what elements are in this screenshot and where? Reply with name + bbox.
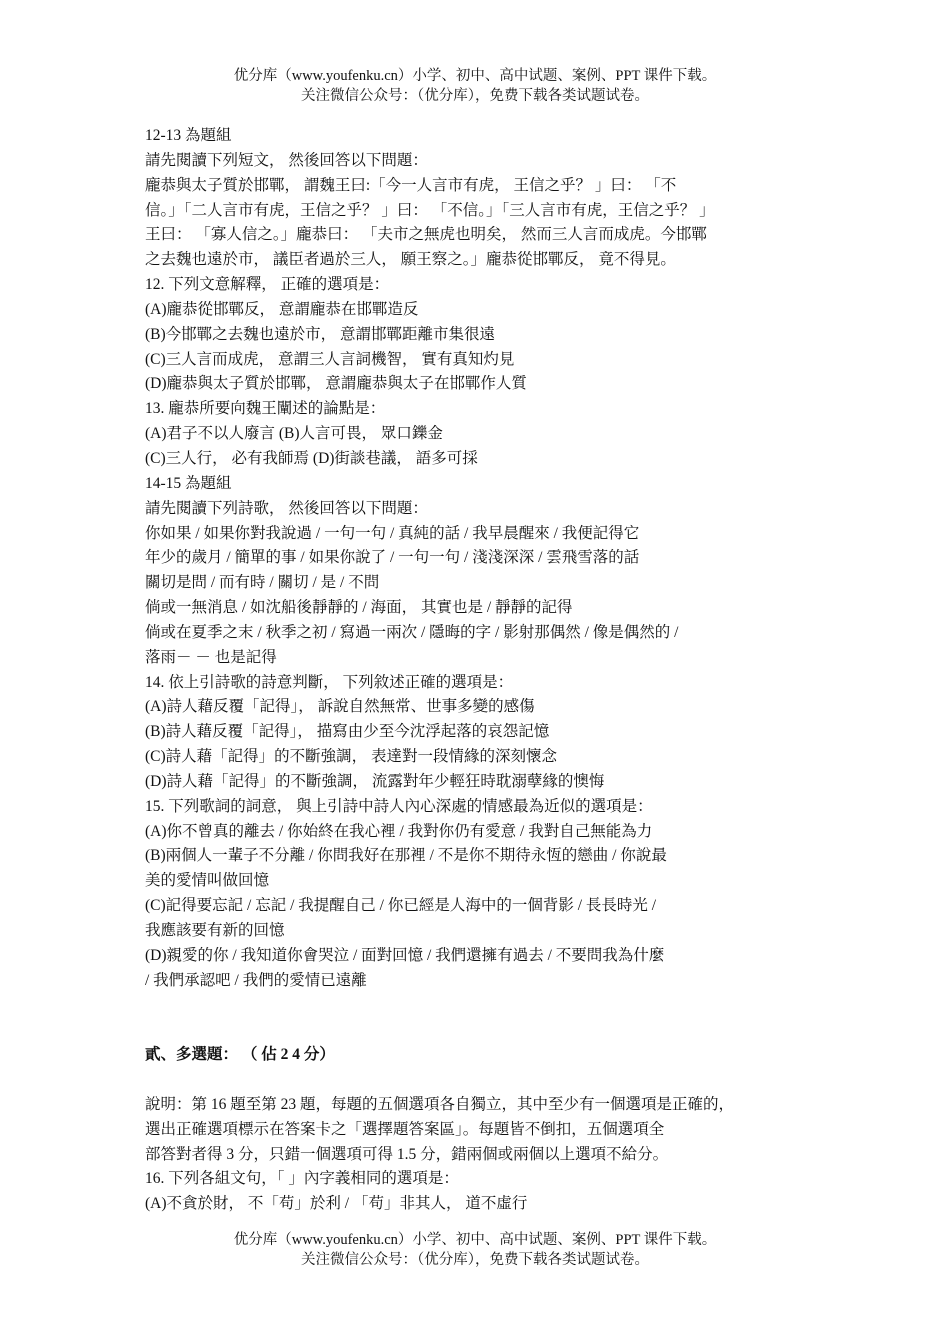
text-line: 信。」「二人言市有虎，王信之乎？ 」曰： 「不信。」「三人言市有虎，王信之乎？ 」 — [145, 201, 715, 219]
text-line: (B)詩人藉反覆「記得」， 描寫由少至今沈浮起落的哀怨記憶 — [145, 723, 550, 741]
blank-gap — [145, 1068, 805, 1093]
text-line: 你如果 / 如果你對我說過 / 一句一句 / 真純的話 / 我早晨醒來 / 我便記得它 — [145, 524, 640, 542]
text-line: 落雨－ － 也是記得 — [145, 648, 277, 666]
text-line: 部答對者得 3 分，只錯一個選項可得 1.5 分，錯兩個或兩個以上選項不給分。 — [145, 1145, 669, 1163]
text-line: 龐恭與太子質於邯鄲， 謂魏王曰:「今一人言市有虎， 王信之乎？ 」曰： 「不 — [145, 176, 677, 194]
text-line: 倘或一無消息 / 如沈船後靜靜的 / 海面， 其實也是 / 靜靜的記得 — [145, 599, 573, 617]
text-line: (A)不貪於財， 不「苟」於利 / 「苟」非其人， 道不虛行 — [145, 1195, 528, 1213]
text-line: 14. 依上引詩歌的詩意判斷， 下列敘述正確的選項是： — [145, 673, 514, 691]
text-line: 12-13 為題組 — [145, 127, 232, 144]
text-line: (D)龐恭與太子質於邯鄲， 意謂龐恭與太子在邯鄲作人質 — [145, 375, 527, 393]
text-line: (D)親愛的你 / 我知道你會哭泣 / 面對回憶 / 我們還擁有過去 / 不要問我為什麼 — [145, 946, 665, 964]
text-line: 請先閱讀下列短文， 然後回答以下問題： — [145, 151, 428, 169]
text-line: 說明：第 16 題至第 23 題，每題的五個選項各自獨立，其中至少有一個選項是正確的， — [145, 1095, 735, 1113]
text-line: 王曰： 「寡人信之。」龐恭曰： 「夫市之無虎也明矣， 然而三人言而成虎。今邯鄲 — [145, 226, 707, 244]
text-line: 美的愛情叫做回憶 — [145, 872, 270, 890]
text-line: (A)你不曾真的離去 / 你始終在我心裡 / 我對你仍有愛意 / 我對自己無能為力 — [145, 822, 653, 840]
text-line: (D)詩人藉「記得」的不斷強調， 流露對年少輕狂時耽溺孽緣的懊悔 — [145, 772, 605, 790]
text-line: 15. 下列歌詞的詞意， 與上引詩中詩人內心深處的情感最為近似的選項是： — [145, 797, 653, 815]
text-line: (C)記得要忘記 / 忘記 / 我提醒自己 / 你已經是人海中的一個背影 / 長長時光 / — [145, 897, 657, 915]
page-footer — [0, 1230, 950, 1270]
text-line: 之去魏也遠於市， 議臣者過於三人， 願王察之。」龐恭從邯鄲反， 竟不得見。 — [145, 251, 676, 269]
text-line: / 我們承認吧 / 我們的愛情已遠離 — [145, 971, 367, 989]
text-line: (A)詩人藉反覆「記得」， 訴說自然無常、世事多變的感傷 — [145, 698, 535, 716]
text-line: (C)三人行， 必有我師焉 (D)街談巷議， 語多可採 — [145, 449, 478, 467]
text-line: (C)詩人藉「記得」的不斷強調， 表達對一段情緣的深刻懷念 — [145, 748, 558, 766]
text-line: 關切是問 / 而有時 / 關切 / 是 / 不問 — [145, 574, 380, 592]
blank-gap — [145, 994, 805, 1019]
text-line: 請先閱讀下列詩歌， 然後回答以下問題： — [145, 499, 428, 517]
footer-line-2: 关注微信公众号：（优分库），免费下载各类试题试卷。 — [301, 1252, 649, 1268]
text-line: (A)龐恭從邯鄲反， 意謂龐恭在邯鄲造反 — [145, 300, 419, 318]
text-line: 16. 下列各組文句，「 」內字義相同的選項是： — [145, 1170, 459, 1188]
text-line: (B)兩個人一輩子不分離 / 你問我好在那裡 / 不是你不期待永恆的戀曲 / 你說最 — [145, 847, 667, 865]
text-line: (B)今邯鄲之去魏也遠於市， 意謂邯鄲距離市集很遠 — [145, 325, 496, 343]
blank-gap — [145, 1018, 805, 1043]
text-line: 12. 下列文意解釋， 正確的選項是： — [145, 276, 390, 294]
text-line: 我應該要有新的回憶 — [145, 922, 285, 939]
header-line-1: 优分库（www.youfenku.cn）小学、初中、高中试题、案例、PPT 课件下载。 — [233, 68, 717, 84]
text-line: (A)君子不以人廢言 (B)人言可畏， 眾口鑠金 — [145, 425, 443, 443]
text-line: 倘或在夏季之末 / 秋季之初 / 寫過一兩次 / 隱晦的字 / 影射那偶然 / 像是偶然的 / — [145, 623, 679, 641]
text-line: 年少的歲月 / 簡單的事 / 如果你說了 / 一句一句 / 淺淺深深 / 雲飛雪落的話 — [145, 549, 640, 567]
text-line: 13. 龐恭所要向魏王闡述的論點是： — [145, 400, 386, 418]
text-line: 14-15 為題組 — [145, 474, 232, 492]
header-line-2: 关注微信公众号：（优分库），免费下载各类试题试卷。 — [301, 88, 649, 104]
footer-line-1: 优分库（www.youfenku.cn）小学、初中、高中试题、案例、PPT 课件下载。 — [233, 1232, 717, 1248]
document-body — [145, 124, 805, 1217]
text-line: (C)三人言而成虎， 意謂三人言詞機智， 實有真知灼見 — [145, 350, 515, 368]
page-header — [0, 66, 950, 106]
text-line: 選出正確選項標示在答案卡之「選擇題答案區」。每題皆不倒扣，五個選項全 — [145, 1120, 665, 1138]
section-title: 貳、多選題： （ 佔 2 4 分） — [145, 1046, 335, 1064]
